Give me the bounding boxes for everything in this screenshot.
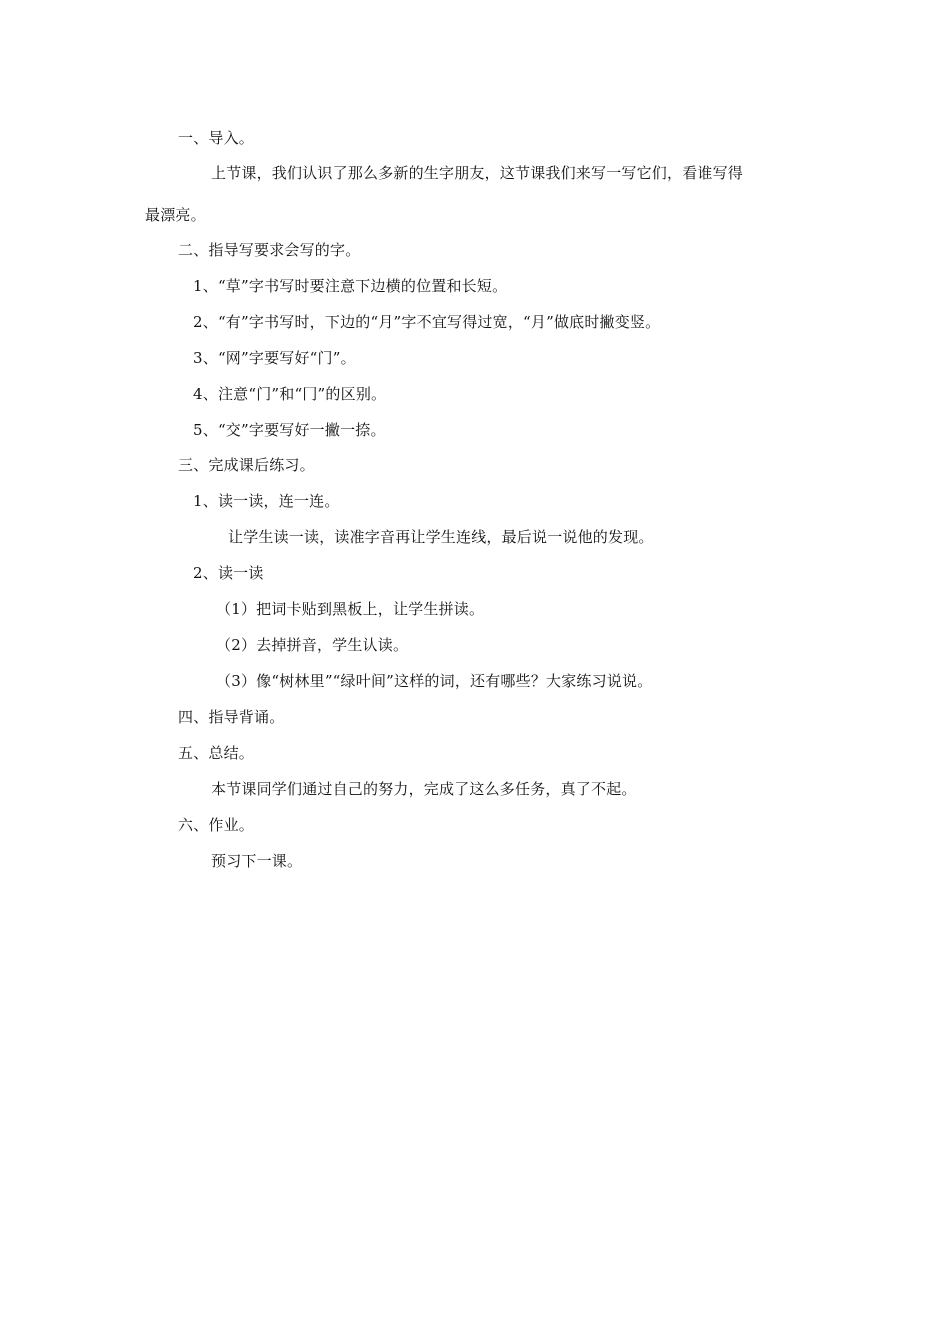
writing-guide-item: 2、“有”字书写时，下边的“月”字不宜写得过宽，“月”做底时撇变竖。 — [193, 313, 661, 331]
exercise-item-read: 2、读一读 — [193, 564, 264, 582]
homework-paragraph: 预习下一课。 — [211, 852, 303, 870]
section-heading-recitation: 四、指导背诵。 — [178, 708, 285, 726]
intro-paragraph-line-1: 上节课，我们认识了那么多新的生字朋友，这节课我们来写一写它们，看谁写得 — [211, 164, 744, 182]
writing-guide-item: 4、注意“门”和“冂”的区别。 — [193, 385, 387, 403]
exercise-item-read-connect: 1、读一读，连一连。 — [193, 492, 340, 510]
writing-guide-item: 1、“草”字书写时要注意下边横的位置和长短。 — [193, 277, 508, 295]
section-heading-exercises: 三、完成课后练习。 — [178, 456, 315, 474]
exercise-subitem: （3）像“树林里”“绿叶间”这样的词，还有哪些？大家练习说说。 — [216, 672, 653, 690]
section-heading-intro: 一、导入。 — [178, 129, 255, 147]
intro-paragraph-line-2: 最漂亮。 — [145, 206, 206, 224]
writing-guide-item: 5、“交”字要写好一撇一捺。 — [193, 421, 386, 439]
summary-paragraph: 本节课同学们通过自己的努力，完成了这么多任务，真了不起。 — [211, 780, 637, 798]
exercise-subitem: （1）把词卡贴到黑板上，让学生拼读。 — [216, 600, 485, 618]
section-heading-summary: 五、总结。 — [178, 744, 255, 762]
exercise-subitem: （2）去掉拼音，学生认读。 — [216, 636, 409, 654]
exercise-item-detail: 让学生读一读，读准字音再让学生连线，最后说一说他的发现。 — [228, 528, 654, 546]
section-heading-writing-guide: 二、指导写要求会写的字。 — [178, 241, 361, 259]
section-heading-homework: 六、作业。 — [178, 816, 255, 834]
writing-guide-item: 3、“网”字要写好“门”。 — [193, 349, 356, 367]
